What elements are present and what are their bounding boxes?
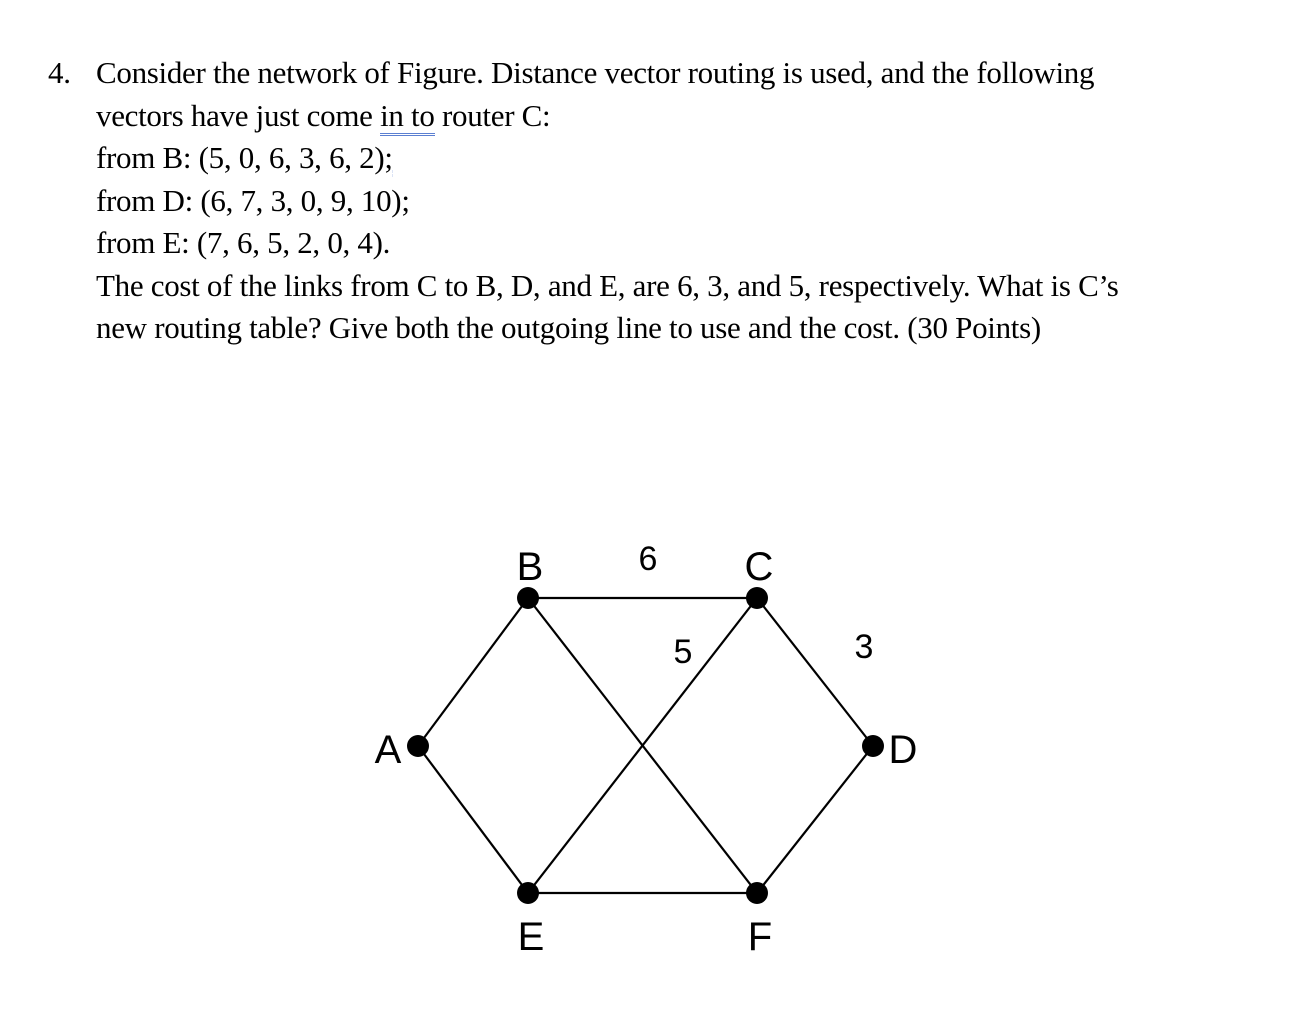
edge-c-d xyxy=(757,598,873,746)
marked-phrase: in to xyxy=(380,98,434,136)
node-labels xyxy=(375,545,918,959)
node-label-d: D xyxy=(888,728,918,772)
network-nodes xyxy=(407,587,884,904)
vector-d-end: ); xyxy=(391,182,410,218)
edge-label-b-c: 6 xyxy=(638,540,658,578)
edge-d-f xyxy=(757,746,873,893)
edge-label-c-d: 3 xyxy=(854,628,874,666)
network-edges xyxy=(418,598,873,893)
node-label-f: F xyxy=(747,915,773,959)
edge-a-e xyxy=(418,746,528,893)
node-label-c: C xyxy=(744,545,774,589)
edge-label-c-e: 5 xyxy=(673,633,693,671)
node-d xyxy=(862,735,884,757)
node-b xyxy=(517,587,539,609)
question-line-6: The cost of the links from C to B, D, and E, are 6, 3, and 5, respectively. What is C’s xyxy=(96,267,1119,303)
vector-b-end: ); xyxy=(374,140,393,175)
edge-a-b xyxy=(418,598,528,746)
vector-from-e: from E: (7, 6, 5, 2, 0, 4). xyxy=(96,225,391,260)
node-label-a: A xyxy=(374,728,402,772)
question-line-7: new routing table? Give both the outgoing line to use and the cost. (30 Points) xyxy=(96,310,1041,345)
question-number: 4. xyxy=(48,55,71,90)
question-line-1: Consider the network of Figure. Distance vector routing is used, and the following xyxy=(96,55,1095,90)
node-a xyxy=(407,735,429,757)
node-e xyxy=(517,882,539,904)
node-c xyxy=(746,587,768,609)
line2-text: vectors have just come xyxy=(96,97,381,133)
node-label-e: E xyxy=(517,915,545,959)
line2-text-end: router C: xyxy=(434,97,551,133)
node-f xyxy=(746,882,768,904)
node-label-b: B xyxy=(516,545,544,589)
vector-d-values: from D: (6, 7, 3, 0, 9, 10 xyxy=(96,182,392,218)
vector-b-values: from B: (5, 0, 6, 3, 6, 2 xyxy=(96,140,375,175)
